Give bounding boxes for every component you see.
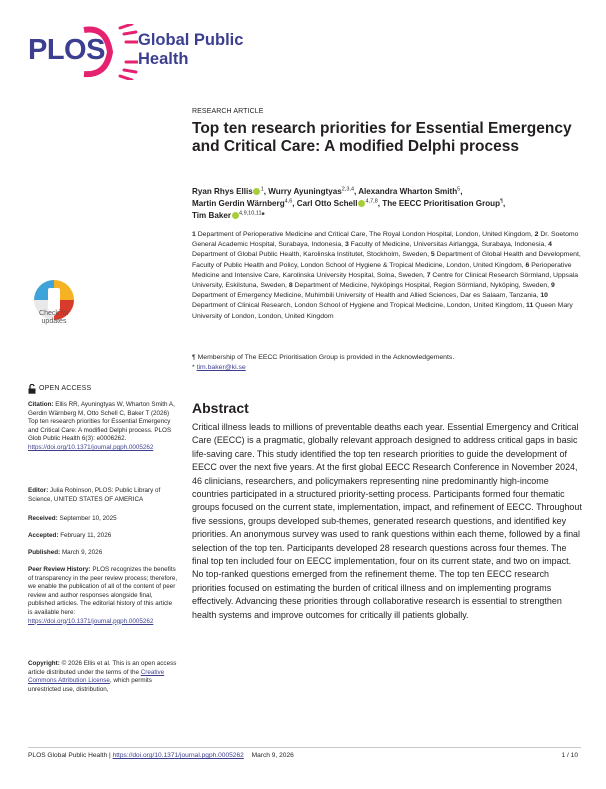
published-date: March 9, 2026 [61,549,103,556]
copyright-label: Copyright: [28,660,60,667]
author-affiliation-marker: ¶ [500,198,504,205]
published-block [28,549,178,558]
orcid-icon[interactable] [253,188,260,195]
author-separator: , [354,187,359,196]
affiliation-number: 9 [550,282,555,290]
affiliation-number: 4 [548,241,552,249]
author-name[interactable]: Martin Gerdin Wärnberg [192,199,285,208]
affiliation-number: 5 [430,251,435,259]
citation-text: Ellis RR, Ayuningtyas W, Wharton Smith A, Gerdin Wärnberg M, Otto Schell C, Baker T (2026) Top ten research priorities for Essential Emergency and Critical Care: A modified Delphi process. PLOS Glob Public Health 6(3): e0006262. [28,401,175,443]
membership-note: ¶ Membership of The EECC Prioritisation Group is provided in the Acknowledgements. [192,354,455,361]
affiliation-number: 2 [534,231,539,238]
open-access-badge [28,384,178,394]
affiliation-text: Queen Mary University of London, London, United Kingdom [192,302,573,320]
affiliation-number: 3 [344,241,349,249]
affiliation-text: Department of Perioperative Medicine and Critical Care, The Royal London Hospital, London, United Kingdom, [195,231,535,238]
copyright-text: © 2026 Ellis et al. This is an open access article distributed under the terms of the [28,660,177,676]
open-access-label: OPEN ACCESS [39,384,92,392]
affiliation-number: 6 [525,261,530,269]
author-list [192,186,584,222]
article-title: Top ten research priorities for Essential Emergency and Critical Care: A modified Delphi process [192,120,572,155]
plos-wordmark: PLOS [28,33,105,66]
license-link[interactable]: Creative Commons Attribution License [28,668,165,685]
author-name[interactable]: Ryan Rhys Ellis [192,187,253,196]
affiliation-text: Perioperative Medicine and Intensive Care, Karolinska University Hospital, Solna, Sweden, [192,261,572,279]
affiliation-text: Department of Medicine, Nyköpings Hospital, Region Sörmland, Nyköping, Sweden, [292,282,551,290]
corresponding-mark: * [192,363,195,371]
author-separator: * [261,211,265,220]
author-separator: , [460,187,463,196]
author-separator: , [377,199,383,208]
author-name[interactable]: The EECC Prioritisation Group [382,199,501,208]
accepted-block [28,532,178,541]
citation-doi-link[interactable]: https://doi.org/10.1371/journal.pgph.0005262 [28,443,154,451]
received-block [28,515,178,524]
affiliation-number: 8 [288,282,293,290]
footer-divider [28,747,581,748]
peer-review-link[interactable]: https://doi.org/10.1371/journal.pgph.0005262 [28,617,154,625]
peer-review-block [28,566,178,626]
affiliation-number: 10 [540,292,548,300]
copyright-tail: , which permits unrestricted use, distribution, [28,677,152,693]
author-affiliation-marker: 4,7,8 [365,198,378,205]
open-lock-icon [28,384,36,394]
affiliation-text: Department of Global Public Health, Karolinska Institutet, Stockholm, Sweden, [192,251,431,259]
affiliation-text: Department of Emergency Medicine, Muhimbili University of Health and Allied Sciences, Dar es Salaam, Tanzania, [192,292,541,300]
affiliation-text: Department of Clinical Research, London School of Hygiene and Tropical Medicine, London, United Kingdom, [192,302,527,310]
page-footer [28,752,294,759]
author-separator: , [263,187,269,196]
accepted-date: February 11, 2026 [60,532,112,539]
footer-doi-link[interactable]: https://doi.org/10.1371/journal.pgph.0005262 [112,752,244,759]
footer-journal: PLOS Global Public Health [28,752,108,759]
peer-review-text: PLOS recognizes the benefits of transparency in the peer review process; therefore, we enable the publication of all of the content of peer review and author responses alongside final, published articles. The editorial history of this article is available here: [28,566,178,616]
author-separator: , [503,199,506,208]
abstract-heading: Abstract [192,400,249,416]
peer-review-label: Peer Review History: [28,566,91,573]
corresponding-email-link[interactable]: tim.baker@ki.se [196,363,246,371]
editor-block [28,487,178,504]
plos-bracket-icon [80,24,138,80]
affiliation-number: 1 [192,231,196,238]
author-name[interactable]: Tim Baker [192,211,231,220]
footer-date: March 9, 2026 [251,752,294,759]
article-type: RESEARCH ARTICLE [192,108,264,115]
check-for-updates-label [24,310,84,326]
affiliation-number: 11 [526,302,534,310]
journal-name [138,31,243,69]
affiliations [192,230,584,322]
author-affiliation-marker: 5 [457,186,461,193]
citation-label: Citation: [28,401,54,408]
journal-name-line2: Health [138,50,189,68]
author-affiliation-marker: 4,6 [284,198,293,205]
author-name[interactable]: Carl Otto Schell [296,199,358,208]
author-separator: , [292,199,297,208]
author-name[interactable]: Wurry Ayuningtyas [268,187,342,196]
check-updates-line2: updates [41,318,67,325]
page-number: 1 / 10 [561,752,578,759]
editor-text: Julia Robinson, PLOS: Public Library of Science, UNITED STATES OF AMERICA [28,487,161,503]
check-updates-line1: Check for [39,310,69,317]
affiliation-text: Faculty of Medicine, Universitas Airlangga, Surabaya, Indonesia, [348,241,549,249]
orcid-icon[interactable] [358,200,365,207]
orcid-icon[interactable] [232,212,239,219]
accepted-label: Accepted: [28,532,59,539]
copyright-block [28,660,178,694]
affiliation-number: 7 [426,271,431,279]
author-affiliation-marker: 2,3,4 [341,186,354,193]
editor-label: Editor: [28,487,49,494]
footer-separator: | [107,752,113,759]
received-date: September 10, 2025 [59,515,117,522]
citation-block [28,401,178,453]
corresponding-author [192,363,584,373]
abstract-text: Critical illness leads to millions of preventable deaths each year. Essential Emergency and Critical Care (EECC) is a pragmatic, globally relevant approach designed to address critical gaps in basic life-saving care. This study identified the top ten research priorities to guide the development of EECC over the next five years. At the first global EECC Research Conference in November 2024, 46 clinicians, researchers, and policymakers representing nine predominantly high-income countries participated in a structured priority-setting process. Participants formed four thematic groups focused on the current state, implementation, impact, and refinement of EECC. Throughout five sessions, groups developed sub-themes, generated research questions, and identified key priorities. An anonymous survey was used to rank questions within each theme, followed by a final selection of the top ten. Participants developed 28 research questions across four themes. The final top ten included four on EECC implementation, four on its current state, and two on impact. No top-ranked questions emerged from the refinement theme. The top ten EECC research priorities focused on estimating the burden of critical illness and on implementing programs effectively. Advancing these priorities through collaborative research is essential to strengthen health systems and improve outcomes for critically ill patients globally. [192,422,582,620]
journal-name-line1: Global Public [138,31,244,49]
author-name[interactable]: Alexandra Wharton Smith [358,187,458,196]
author-affiliation-marker: 1 [260,186,264,193]
affiliation-text: Dr. Soetomo General Academic Hospital, Surabaya, Indonesia, [192,231,579,249]
author-notes [192,353,584,372]
affiliation-text: Department of Global Health and Development, Faculty of Public Health and Policy, London School of Hygiene & Tropical Medicine, London, United Kingdom, [192,251,581,269]
received-label: Received: [28,515,58,522]
journal-logo[interactable] [28,28,244,76]
published-label: Published: [28,549,61,556]
affiliation-text: Centre for Clinical Research Sörmland, Uppsala University, Eskilstuna, Sweden, [192,271,579,290]
author-affiliation-marker: 4,9,10,11 [239,210,262,217]
